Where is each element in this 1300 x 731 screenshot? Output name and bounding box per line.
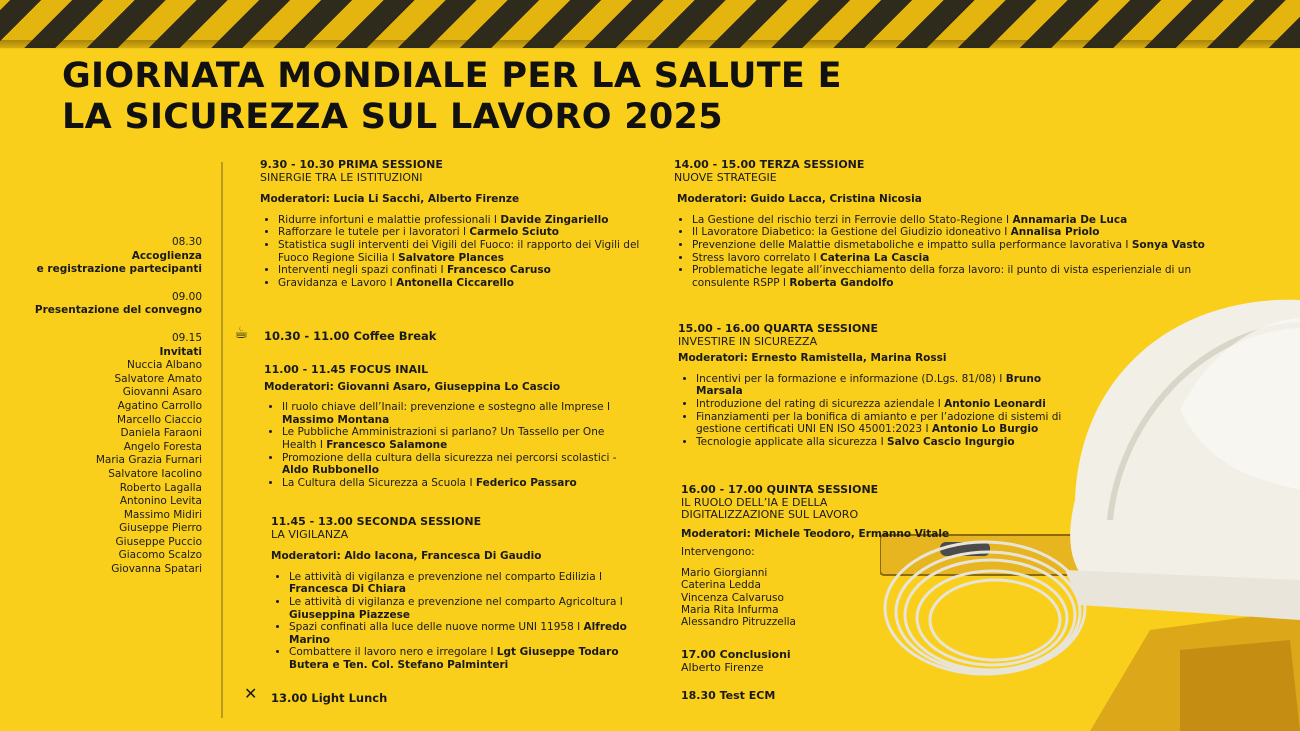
session-quinta [681,484,1001,629]
time-0900: 09.00 [171,290,202,303]
speaker-name: Francesca Di Chiara [289,583,406,596]
talk-topic: Le attività di vigilanza e prevenzione nel comparto Edilizia I [289,570,603,583]
session-title: 9.30 - 10.30 PRIMA SESSIONE [260,158,443,171]
talk-item [692,226,1234,239]
talk-topic: Interventi negli spazi confinati I [278,264,447,277]
talk-item [278,277,640,290]
accoglienza-label: Accoglienza [131,249,202,262]
invitato-name: Salvatore Amato [114,372,202,385]
talk-item [289,571,641,596]
talk-item [282,401,634,426]
talk-topic: La Cultura della Sicurezza a Scuola I [282,476,476,489]
invitato-name: Angelo Foresta [123,440,202,453]
talk-item [696,373,1078,398]
moderators: Moderatori: Ernesto Ramistella, Marina Rossi [678,352,947,365]
talk-topic: Rafforzare le tutele per i lavoratori I [278,226,470,239]
talk-list [264,401,634,489]
session-title: 14.00 - 15.00 TERZA SESSIONE [674,158,865,171]
speaker-name: Carmelo Sciuto [469,226,559,239]
talk-topic: La Gestione del rischio terzi in Ferrovie dello Stato-Regione I [692,213,1013,226]
talk-item [289,596,641,621]
talk-item [289,621,641,646]
invitato-name: Maria Grazia Furnari [95,454,202,467]
session-title: 11.00 - 11.45 FOCUS INAIL [264,363,429,376]
talk-item [692,214,1234,227]
speaker-name: Alfredo Marino [289,621,627,646]
utensils-icon: ✕ [244,684,258,703]
speaker-name: Salvo Cascio Ingurgio [887,435,1015,448]
invitato-name: Antonino Levita [119,495,202,508]
speaker-name: Bruno Marsala [696,372,1042,398]
talk-item [696,436,1078,449]
page-title-line1: GIORNATA MONDIALE PER LA SALUTE E [62,56,842,96]
time-0915: 09.15 [171,331,202,344]
invitato-name: Massimo Midiri [123,508,202,521]
session-terza [674,159,1234,289]
talk-list [678,373,1078,449]
invitato-name: Agatino Carrollo [117,399,202,412]
session-quarta [678,323,1078,448]
speaker-list [681,567,1001,629]
registrazione-label: e registrazione partecipanti [36,263,202,276]
invitato-name: Salvatore Iacolino [108,467,202,480]
light-lunch: 13.00 Light Lunch [271,691,388,705]
talk-topic: Introduzione del rating di sicurezza aziendale I [696,397,945,410]
schedule-left-column [20,236,202,577]
talk-list [260,214,640,290]
talk-topic: Stress lavoro correlato I [692,251,820,264]
invitato-name: Nuccia Albano [126,359,202,372]
speaker-name: Aldo Rubbonello [282,464,379,477]
session-subtitle-1: IL RUOLO DELL’IA E DELLA [681,495,828,509]
conclusioni [681,649,791,674]
talk-topic: Le attività di vigilanza e prevenzione nel comparto Agricoltura I [289,595,623,608]
speaker-name: Federico Passaro [475,476,577,489]
speaker-name: Antonio Leonardi [944,397,1046,410]
speaker-name: Sonya Vasto [1131,238,1205,251]
session-subtitle: LA VIGILANZA [271,527,349,541]
invitato-name: Roberto Lagalla [119,481,202,494]
session-subtitle-2: DIGITALIZZAZIONE SUL LAVORO [681,508,859,522]
speaker-name: Francesco Caruso [447,264,551,277]
session-title: 15.00 - 16.00 QUARTA SESSIONE [678,322,879,335]
speaker-name: Alessandro Pitruzzella [681,616,796,629]
speaker-name: Giuseppina Piazzese [289,608,411,621]
talk-topic: Statistica sugli interventi dei Vigili del Fuoco: il rapporto dei Vigili del Fuoco Regione Sicilia I [278,238,640,264]
talk-topic: Le Pubbliche Amministrazioni si parlano? Un Tassello per One Health I [282,426,605,451]
talk-topic: Il Lavoratore Diabetico: la Gestione del Giudizio idoneativo I [692,226,1011,239]
talk-list [674,214,1234,290]
talk-topic: Ridurre infortuni e malattie professionali I [278,213,501,226]
moderators: Moderatori: Guido Lacca, Cristina Nicosia [677,193,922,206]
talk-item [696,398,1078,411]
moderators: Moderatori: Michele Teodoro, Ermanno Vitale [681,527,950,540]
talk-topic: Tecnologie applicate alla sicurezza I [696,435,888,448]
intervengono-label: Intervengono: [681,546,755,559]
conclusioni-speaker: Alberto Firenze [681,660,764,674]
talk-item [692,239,1234,252]
moderators: Moderatori: Lucia Li Sacchi, Alberto Firenze [260,193,520,206]
speaker-name: Maria Rita Infurma [681,604,779,616]
coffee-cup-icon: ☕ [234,323,249,342]
talk-topic: Problematiche legate all’invecchiamento della forza lavoro: il punto di vista esperienziale di un consulente RSPP I [692,264,1192,289]
session-prima [260,159,640,289]
talk-topic: Prevenzione delle Malattie dismetaboliche e impatto sulla performance lavorativa I [692,238,1132,251]
invitato-name: Marcello Ciaccio [117,413,202,426]
speaker-name: Davide Zingariello [500,213,609,226]
page-title [62,56,842,138]
invitati-label: Invitati [159,345,202,358]
talk-topic: Combattere il lavoro nero e irregolare I [289,646,497,659]
page-title-line2: LA SICUREZZA SUL LAVORO 2025 [62,97,723,137]
speaker-name: Francesco Salamone [326,438,448,451]
speaker-name: Roberta Gandolfo [789,276,894,289]
session-title: 11.45 - 13.00 SECONDA SESSIONE [271,515,482,528]
moderators: Moderatori: Giovanni Asaro, Giuseppina Lo Cascio [264,380,561,393]
moderators: Moderatori: Aldo Iacona, Francesca Di Gaudio [271,550,542,563]
speaker-name: Vincenza Calvaruso [681,591,784,604]
talk-topic: Finanziamenti per la bonifica di amianto e per l’adozione di sistemi di gestione certificati UNI EN ISO 45001:2023 I [696,410,1062,436]
invitato-name: Giovanna Spatari [111,563,202,576]
talk-topic: Promozione della cultura della sicurezza nei percorsi scolastici - [282,451,617,464]
speaker-name: Annamaria De Luca [1012,213,1128,226]
session-seconda [271,516,641,672]
speaker-name: Antonella Ciccarello [396,276,514,289]
session-subtitle: SINERGIE TRA LE ISTITUZIONI [260,170,423,184]
presentazione-label: Presentazione del convegno [34,304,202,317]
session-subtitle: NUOVE STRATEGIE [674,170,777,184]
talk-item [696,411,1078,436]
invitato-name: Giuseppe Puccio [115,535,202,548]
session-focus-inail [264,364,634,489]
speaker-name: Salvatore Plances [398,251,504,264]
talk-topic: Incentivi per la formazione e informazione (D.Lgs. 81/08) I [696,372,1006,385]
talk-item [692,264,1234,289]
invitato-name: Giacomo Scalzo [118,549,202,562]
speaker-name: Massimo Montana [282,413,390,426]
talk-item [278,264,640,277]
session-subtitle: INVESTIRE IN SICUREZZA [678,334,818,348]
invitati-list [20,359,202,577]
talk-topic: Gravidanza e Lavoro I [278,276,397,289]
speaker-name: Lgt Giuseppe Todaro Butera e Ten. Col. Stefano Palminteri [289,646,619,671]
talk-item [692,252,1234,265]
talk-topic: Il ruolo chiave dell’Inail: prevenzione e sostegno alle Imprese I [282,401,611,414]
speaker-name: Mario Giorgianni [681,566,768,579]
talk-item [282,452,634,477]
invitato-name: Giovanni Asaro [122,386,202,399]
speaker-name: Annalisa Priolo [1010,226,1100,239]
talk-topic: Spazi confinati alla luce delle nuove norme UNI 11958 I [289,621,584,634]
talk-list [271,571,641,672]
session-title: 16.00 - 17.00 QUINTA SESSIONE [681,483,879,496]
talk-item [278,226,640,239]
time-0830: 08.30 [171,236,202,248]
speaker-name: Antonio Lo Burgio [931,423,1039,436]
invitato-name: Daniela Faraoni [120,427,202,440]
speaker-name: Caterina La Cascia [819,251,930,264]
talk-item [282,426,634,451]
talk-item [282,477,634,490]
test-ecm: 18.30 Test ECM [681,689,776,702]
speaker-name: Caterina Ledda [681,579,761,592]
conclusioni-title: 17.00 Conclusioni [681,648,791,661]
talk-item [278,214,640,227]
invitato-name: Giuseppe Pierro [119,522,202,535]
coffee-break: 10.30 - 11.00 Coffee Break [264,329,437,343]
talk-item [278,239,640,264]
talk-item [289,646,641,671]
divider-line [221,162,223,718]
